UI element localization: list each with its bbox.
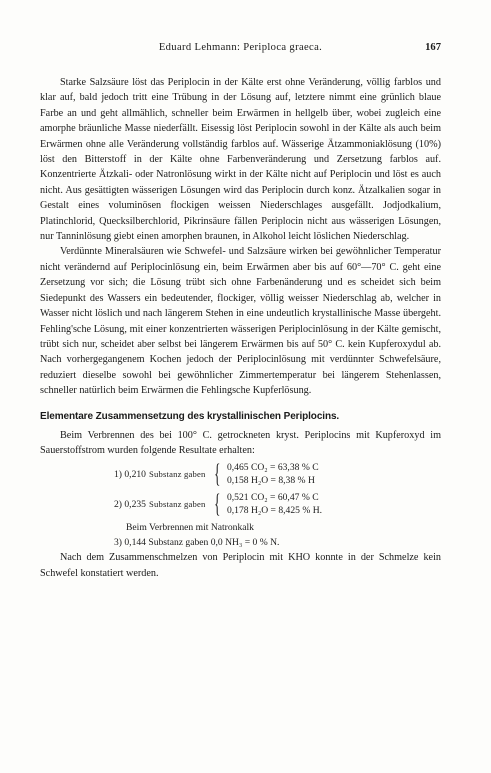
- result-1-line-2: 0,158 H₂O = 8,38 % H: [226, 475, 315, 487]
- result-row-1: [114, 459, 441, 489]
- result-2-gaben: Substanz gaben: [148, 498, 206, 509]
- natronkalk-line: Beim Verbrennen mit Natronkalk: [126, 522, 254, 534]
- brace-icon: {: [214, 489, 221, 519]
- header-title: Eduard Lehmann: Periploca graeca.: [158, 42, 323, 53]
- page-number: 167: [425, 42, 441, 53]
- brace-icon: {: [214, 459, 221, 489]
- result-2-line-1: 0,521 CO₂ = 60,47 % C: [226, 492, 319, 504]
- result-2-line-2: 0,178 H₂O = 8,425 % H.: [226, 505, 323, 517]
- running-header: [40, 40, 441, 56]
- section-heading: Elementare Zusammensetzung des krystallinischen Periplocins.: [40, 410, 340, 422]
- paragraph-1: Starke Salzsäure löst das Periplocin in der Kälte erst ohne Veränderung, völlig farblos und klar auf, bald jedoch tritt eine Trübung in der Lösung auf, letztere nimmt eine grünlich blaue Farbe an und geht allmählich, schneller beim Erwärmen in hellgelb über, wobei zugleich eine amorphe bräunliche Masse niederfällt. Eisessig löst Periplocin sowohl in der Kälte als auch beim Erwärmen ohne alle Veränderung vollständig farblos auf. Wässerige Ätzammoniaklösung (10%) löst den Bitterstoff in der Kälte ohne Farbenveränderung und Zersetzung farblos auf. Konzentrierte Ätzkali- oder Natronlösung wirkt in der Kälte nicht auf Periplocin und löst es auch nicht. Aus gesättigten wässerigen Lösungen wird das Periplocin durch konz. Ätzalkalien sogar in Gestalt eines voluminösen flockigen weissen Niederschlages ausgefällt. Jodjodkalium, Platinchlorid, Quecksilberchlorid, Pikrinsäure fällen Periplocin nicht aus wässerigen Lösungen, nur Tanninlösung giebt einen amorphen braunen, in Alkohol leicht löslichen Niederschlag.: [40, 77, 441, 243]
- closing-paragraph: Nach dem Zusammenschmelzen von Periplocin mit KHO konnte in der Schmelze kein Schwefel konstatiert werden.: [40, 552, 441, 579]
- paragraph-2: Verdünnte Mineralsäuren wie Schwefel- und Salzsäure wirken bei gewöhnlicher Temperatur nicht verändernd auf Periplocinlösung ein, beim Erwärmen aber bis auf 60°—70° C. geht eine Zersetzung vor sich; die Lösung trübt sich ohne Farbenänderung und es scheidet sich beim Siedepunkt des Wassers ein bedeutender, flockiger, völlig weisser Niederschlag ab, welcher in Wasser nicht löslich und nach längerem Stehen in eine undeutlich krystallinische Masse übergeht. Fehling'sche Lösung, mit einer konzentrierten wässerigen Periplocinlösung in der Kälte gemischt, trübt sich nur, scheidet aber selbst bei längerem Erwärmen bis auf 50° C. kein Kupferoxydul ab. Nach vorhergegangenem Kochen jedoch der Periplocinlösung mit verdünnter Schwefelsäure, reduziert dieselbe sowohl bei gewöhnlicher Zimmertemperatur bei längerem Stehenlassen, schneller natürlich beim Erwärmen die Fehlingsche Kupferlösung.: [40, 246, 441, 397]
- result-1-gaben: Substanz gaben: [148, 468, 206, 479]
- section-intro: Beim Verbrennen des bei 100° C. getrockneten kryst. Periplocins mit Kupferoxyd im Sauerstoffstrom wurden folgende Resultate erhalten:: [40, 429, 441, 456]
- result-1-label: 1) 0,210: [114, 468, 146, 480]
- document-page: [40, 40, 441, 581]
- result-2-label: 2) 0,235: [114, 498, 146, 510]
- results-block: [114, 459, 441, 519]
- result-row-2: [114, 489, 441, 519]
- result-3-line: 3) 0,144 Substanz gaben 0,0 NH₃ = 0 % N.: [114, 537, 280, 549]
- result-1-line-1: 0,465 CO₂ = 63,38 % C: [226, 462, 319, 474]
